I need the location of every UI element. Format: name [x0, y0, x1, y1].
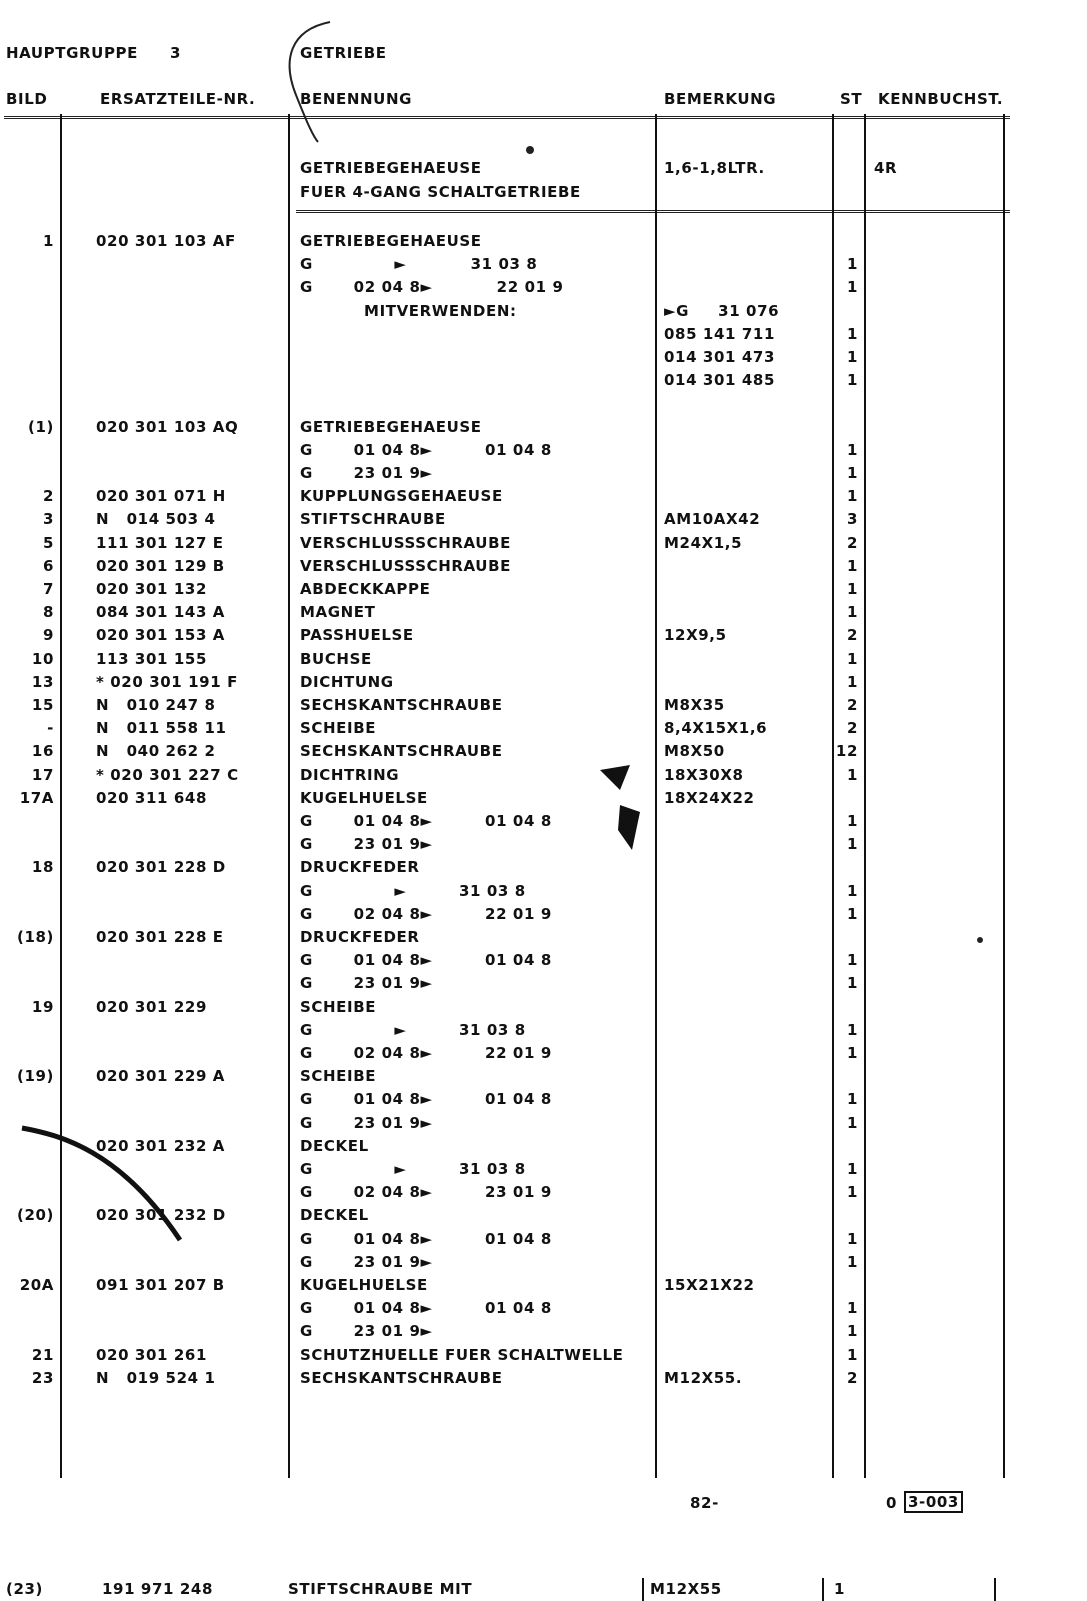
- row-bild: 23: [31, 1369, 54, 1387]
- row-bild: -: [47, 719, 54, 737]
- row-bild: 18: [31, 858, 54, 876]
- row-name: G 01 04 8► 01 04 8: [300, 951, 552, 969]
- row-quantity: 1: [846, 835, 858, 853]
- row-part-number: N 014 503 4: [96, 510, 216, 528]
- section-title-line1: GETRIEBEGEHAEUSE: [300, 159, 482, 177]
- next-row-quantity: 1: [834, 1580, 846, 1598]
- next-row-bild: (23): [6, 1580, 43, 1598]
- row-name: KUPPLUNGSGEHAEUSE: [300, 487, 503, 505]
- row-bild: (18): [17, 928, 54, 946]
- section-code: 4R: [874, 159, 898, 177]
- row-quantity: 1: [846, 951, 858, 969]
- row-name: SECHSKANTSCHRAUBE: [300, 742, 503, 760]
- row-quantity: 1: [846, 441, 858, 459]
- row-name: DECKEL: [300, 1206, 369, 1224]
- row-part-number: 020 301 103 AQ: [96, 418, 239, 436]
- row-remark: M12X55.: [664, 1369, 743, 1387]
- ink-speck-2: [977, 937, 983, 943]
- row-part-number: 084 301 143 A: [96, 603, 226, 621]
- row-quantity: 1: [846, 882, 858, 900]
- row-quantity: 1: [846, 1021, 858, 1039]
- row-remark: 085 141 711: [664, 325, 775, 343]
- row-part-number: N 040 262 2: [96, 742, 216, 760]
- row-remark: 18X24X22: [664, 789, 755, 807]
- row-quantity: 1: [846, 650, 858, 668]
- row-bild: 19: [31, 998, 54, 1016]
- row-part-number: 020 301 228 E: [96, 928, 224, 946]
- row-part-number: 020 311 648: [96, 789, 207, 807]
- page-number: 82-: [690, 1494, 719, 1512]
- row-bild: 5: [42, 534, 54, 552]
- row-bild: (1): [28, 418, 54, 436]
- row-name: SECHSKANTSCHRAUBE: [300, 1369, 503, 1387]
- row-name: KUGELHUELSE: [300, 789, 428, 807]
- section-remark: 1,6-1,8LTR.: [664, 159, 765, 177]
- row-name: G 02 04 8► 22 01 9: [300, 278, 564, 296]
- row-quantity: 1: [846, 487, 858, 505]
- row-part-number: 113 301 155: [96, 650, 207, 668]
- row-quantity: 1: [846, 1114, 858, 1132]
- row-quantity: 1: [846, 1183, 858, 1201]
- next-row-remark: M12X55: [650, 1580, 722, 1598]
- row-quantity: 1: [846, 255, 858, 273]
- row-part-number: N 011 558 11: [96, 719, 227, 737]
- row-quantity: 1: [846, 974, 858, 992]
- row-quantity: 1: [846, 603, 858, 621]
- row-remark: M24X1,5: [664, 534, 743, 552]
- row-name: GETRIEBEGEHAEUSE: [300, 418, 482, 436]
- row-bild: 17A: [19, 789, 54, 807]
- row-bild: (19): [17, 1067, 54, 1085]
- row-quantity: 1: [846, 1230, 858, 1248]
- row-bild: 17: [31, 766, 54, 784]
- row-remark: 15X21X22: [664, 1276, 755, 1294]
- next-row-part-number: 191 971 248: [102, 1580, 213, 1598]
- row-name: STIFTSCHRAUBE: [300, 510, 446, 528]
- row-name: G ► 31 03 8: [300, 1160, 526, 1178]
- row-quantity: 1: [846, 325, 858, 343]
- row-quantity: 1: [846, 1160, 858, 1178]
- column-header-quantity: ST: [840, 90, 863, 108]
- row-part-number: N 019 524 1: [96, 1369, 216, 1387]
- row-name: G 01 04 8► 01 04 8: [300, 1299, 552, 1317]
- row-quantity: 2: [846, 696, 858, 714]
- row-name: G 23 01 9►: [300, 1114, 433, 1132]
- row-part-number: 020 301 229 A: [96, 1067, 226, 1085]
- column-header-remark: BEMERKUNG: [664, 90, 777, 108]
- row-part-number: * 020 301 191 F: [96, 673, 238, 691]
- pen-mark-curve: [290, 22, 330, 142]
- row-quantity: 1: [846, 580, 858, 598]
- row-name: SCHUTZHUELLE FUER SCHALTWELLE: [300, 1346, 624, 1364]
- row-name: GETRIEBEGEHAEUSE: [300, 232, 482, 250]
- row-name: G 23 01 9►: [300, 1253, 433, 1271]
- row-bild: (20): [17, 1206, 54, 1224]
- row-quantity: 2: [846, 719, 858, 737]
- row-part-number: 091 301 207 B: [96, 1276, 225, 1294]
- row-quantity: 2: [846, 626, 858, 644]
- row-name: VERSCHLUSSSCHRAUBE: [300, 534, 511, 552]
- row-bild: 21: [31, 1346, 54, 1364]
- row-name: KUGELHUELSE: [300, 1276, 428, 1294]
- row-remark: M8X50: [664, 742, 725, 760]
- row-name: DRUCKFEDER: [300, 928, 420, 946]
- row-name: G 01 04 8► 01 04 8: [300, 441, 552, 459]
- row-part-number: 111 301 127 E: [96, 534, 224, 552]
- row-remark: 014 301 485: [664, 371, 775, 389]
- row-remark: AM10AX42: [664, 510, 761, 528]
- row-remark: 18X30X8: [664, 766, 744, 784]
- row-bild: 13: [31, 673, 54, 691]
- row-quantity: 1: [846, 1090, 858, 1108]
- row-part-number: 020 301 129 B: [96, 557, 225, 575]
- row-name: MITVERWENDEN:: [300, 302, 517, 320]
- group-name: GETRIEBE: [300, 44, 387, 62]
- row-name: G 01 04 8► 01 04 8: [300, 812, 552, 830]
- row-quantity: 1: [846, 557, 858, 575]
- row-part-number: 020 301 228 D: [96, 858, 226, 876]
- row-name: G 23 01 9►: [300, 1322, 433, 1340]
- row-name: SECHSKANTSCHRAUBE: [300, 696, 503, 714]
- row-part-number: 020 301 071 H: [96, 487, 226, 505]
- row-name: G ► 31 03 8: [300, 882, 526, 900]
- row-name: DICHTUNG: [300, 673, 394, 691]
- row-quantity: 1: [846, 1346, 858, 1364]
- row-quantity: 1: [846, 766, 858, 784]
- revision-number: 0: [886, 1494, 898, 1512]
- row-name: DECKEL: [300, 1137, 369, 1155]
- row-quantity: 1: [846, 1322, 858, 1340]
- row-name: BUCHSE: [300, 650, 372, 668]
- row-quantity: 12: [835, 742, 858, 760]
- column-header-bild: BILD: [6, 90, 48, 108]
- row-name: G 23 01 9►: [300, 974, 433, 992]
- row-name: G 02 04 8► 23 01 9: [300, 1183, 552, 1201]
- row-bild: 10: [31, 650, 54, 668]
- row-name: G 02 04 8► 22 01 9: [300, 1044, 552, 1062]
- row-part-number: 020 301 103 AF: [96, 232, 236, 250]
- row-bild: 16: [31, 742, 54, 760]
- row-bild: 1: [42, 232, 54, 250]
- row-part-number: 020 301 261: [96, 1346, 207, 1364]
- row-name: ABDECKKAPPE: [300, 580, 431, 598]
- row-name: SCHEIBE: [300, 719, 377, 737]
- row-quantity: 1: [846, 905, 858, 923]
- row-bild: 9: [42, 626, 54, 644]
- pen-mark-stroke: [22, 1128, 180, 1240]
- row-name: SCHEIBE: [300, 998, 377, 1016]
- row-name: DRUCKFEDER: [300, 858, 420, 876]
- row-name: G 02 04 8► 22 01 9: [300, 905, 552, 923]
- row-name: DICHTRING: [300, 766, 400, 784]
- row-name: VERSCHLUSSSCHRAUBE: [300, 557, 511, 575]
- row-bild: 7: [42, 580, 54, 598]
- row-quantity: 1: [846, 464, 858, 482]
- row-name: MAGNET: [300, 603, 376, 621]
- row-name: G 01 04 8► 01 04 8: [300, 1230, 552, 1248]
- row-quantity: 2: [846, 534, 858, 552]
- row-bild: 2: [42, 487, 54, 505]
- row-name: PASSHUELSE: [300, 626, 414, 644]
- ink-blot: [600, 765, 630, 790]
- row-part-number: * 020 301 227 C: [96, 766, 239, 784]
- row-quantity: 1: [846, 348, 858, 366]
- row-remark: ►G 31 076: [664, 302, 780, 320]
- row-quantity: 1: [846, 1299, 858, 1317]
- row-quantity: 1: [846, 673, 858, 691]
- row-quantity: 1: [846, 1253, 858, 1271]
- page-code-box: 3-003: [904, 1491, 963, 1513]
- row-name: G 01 04 8► 01 04 8: [300, 1090, 552, 1108]
- row-remark: 8,4X15X1,6: [664, 719, 768, 737]
- group-label: HAUPTGRUPPE: [6, 44, 138, 62]
- row-remark: 014 301 473: [664, 348, 775, 366]
- row-quantity: 1: [846, 371, 858, 389]
- row-name: G ► 31 03 8: [300, 1021, 526, 1039]
- row-quantity: 3: [846, 510, 858, 528]
- row-bild: 3: [42, 510, 54, 528]
- row-bild: 8: [42, 603, 54, 621]
- row-bild: 20A: [19, 1276, 54, 1294]
- row-quantity: 1: [846, 278, 858, 296]
- section-title-line2: FUER 4-GANG SCHALTGETRIEBE: [300, 183, 581, 201]
- row-quantity: 1: [846, 1044, 858, 1062]
- column-header-name: BENENNUNG: [300, 90, 413, 108]
- ink-blot-2: [618, 805, 640, 850]
- row-part-number: 020 301 153 A: [96, 626, 226, 644]
- row-remark: 12X9,5: [664, 626, 727, 644]
- next-row-name: STIFTSCHRAUBE MIT: [288, 1580, 473, 1598]
- row-quantity: 1: [846, 812, 858, 830]
- row-part-number: 020 301 232 D: [96, 1206, 226, 1224]
- ink-speck: [526, 146, 534, 154]
- row-quantity: 2: [846, 1369, 858, 1387]
- row-remark: M8X35: [664, 696, 725, 714]
- row-bild: 6: [42, 557, 54, 575]
- column-header-part-number: ERSATZTEILE-NR.: [100, 90, 256, 108]
- row-part-number: 020 301 229: [96, 998, 207, 1016]
- row-part-number: N 010 247 8: [96, 696, 216, 714]
- row-name: G 23 01 9►: [300, 464, 433, 482]
- row-bild: 15: [31, 696, 54, 714]
- row-name: SCHEIBE: [300, 1067, 377, 1085]
- column-header-code: KENNBUCHST.: [878, 90, 1004, 108]
- row-name: G ► 31 03 8: [300, 255, 538, 273]
- group-number: 3: [170, 44, 182, 62]
- row-part-number: 020 301 132: [96, 580, 207, 598]
- row-name: G 23 01 9►: [300, 835, 433, 853]
- row-part-number: 020 301 232 A: [96, 1137, 226, 1155]
